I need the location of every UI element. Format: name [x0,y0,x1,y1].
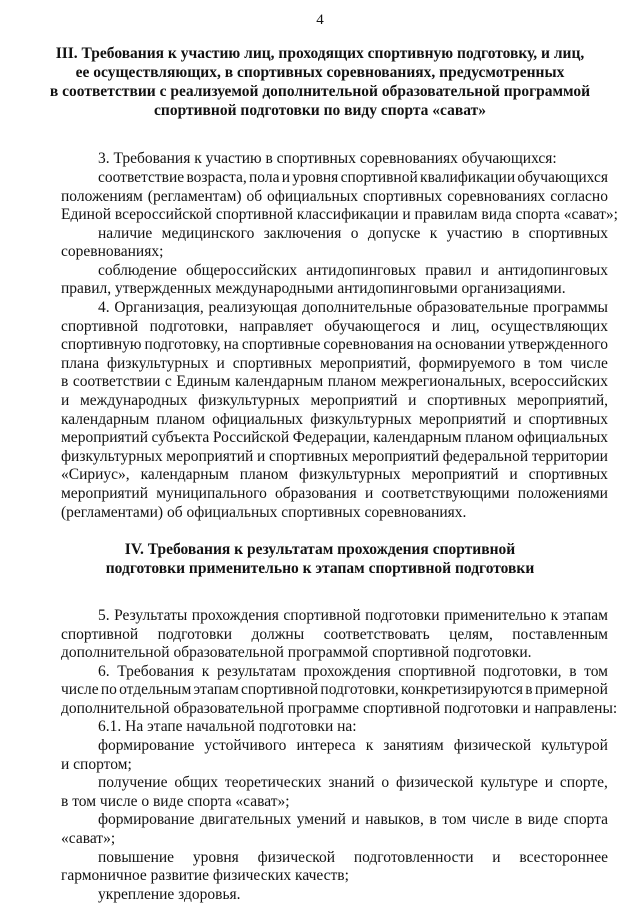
paragraph-line [98,169,608,187]
word: 4. [98,299,110,316]
word: на [416,336,432,353]
word: в [525,681,533,698]
word: виде [527,811,559,828]
word: и [216,355,225,372]
word: поставленным [512,626,608,643]
word: пола [249,169,280,186]
paragraph-line: и спортом; [61,756,132,773]
word: том [538,355,563,372]
word: официальных [212,411,304,428]
word: образовательные [416,299,529,316]
word: спортивной [283,607,361,624]
word: мероприятий [61,485,149,502]
word: спортивных [528,411,608,428]
word: календарным [140,466,229,483]
section-3-heading-line: ее осуществляющих, в спортивных соревнованиях, предусмотренных [75,64,565,81]
word: спортивные [241,336,321,353]
word: календарным [373,429,462,446]
word: общих [174,774,218,791]
word: спортивной [340,169,418,186]
paragraph-line [61,318,608,336]
paragraph-line [61,188,608,206]
paragraph-line [61,355,608,373]
word: Единым [176,373,231,390]
paragraph-line [61,336,608,354]
word: мероприятий [310,392,398,409]
word: применительно [444,607,547,624]
word: умений [296,811,346,828]
paragraph-line [98,663,608,681]
word: интереса [296,737,356,754]
word: навыков, [365,811,424,828]
word: спортивной [61,318,139,335]
word: правил [425,262,472,279]
word: соответствии [72,373,161,390]
paragraph-line [61,411,608,429]
word: планом [465,429,514,446]
section-4-heading-line: подготовки применительно к этапам спортивной подготовки [105,560,535,577]
word: формирование [98,737,195,754]
paragraph-line: правил, утвержденных международными антидопинговыми организациями. [61,280,566,297]
word: спорта [563,811,608,828]
word: Российской [212,429,290,446]
word: образования [275,485,357,502]
section-4-heading-line: IV. Требования к результатам прохождения спортивной [124,541,516,558]
word: (регламентам) [147,188,242,205]
word: спортивной [241,681,319,698]
paragraph-line [98,849,608,867]
word: к [201,663,210,680]
word: и [61,392,70,409]
word: физкультурных [310,411,412,428]
paragraph-line [98,607,608,625]
word: занятиям [383,737,444,754]
word: в [429,811,437,828]
word: том [584,663,608,680]
paragraph-line: (регламентами) об официальных спортивных соревнованиях. [61,504,467,521]
word: Федерации, [292,429,370,446]
word: и [431,318,440,335]
word: участию [446,225,503,242]
word: на [223,336,239,353]
word: реализующая [208,299,298,316]
word: и [257,448,266,465]
word: и [408,392,417,409]
word: осуществляющих [491,318,608,335]
word: и [509,466,518,483]
word: физической [395,774,474,791]
word: том [442,811,467,828]
word: отдельным [119,681,192,698]
word: соревнования [323,336,414,353]
paragraph-line [61,626,608,644]
word: и [281,169,291,186]
word: соответствовать [323,626,430,643]
word: физкультурных [107,355,209,372]
word: этапам [193,681,239,698]
word: конкретизируются [400,681,524,698]
paragraph-line [61,466,608,484]
word: спортивных [427,392,507,409]
word: в [511,225,520,242]
word: 6. [98,663,110,680]
word: подготовленности [353,849,474,866]
word: прохождения [303,663,391,680]
paragraph-line: дополнительной образовательной программой спортивной подготовки. [61,644,532,661]
word: и [513,411,522,428]
word: теоретических [224,774,322,791]
word: спортивных [232,355,313,372]
paragraph-line [98,811,608,829]
word: международных [79,392,188,409]
word: спортивных [362,188,443,205]
word: межрегиональных, [380,373,506,390]
section-3-heading-line: III. Требования к участию лиц, проходящих спортивную подготовку, и лиц, [55,45,585,62]
word: общероссийских [185,262,298,279]
paragraph-line [61,429,608,447]
word: примерной [534,681,608,698]
word: мероприятий [61,429,149,446]
paragraph-line: укрепление здоровья. [98,886,241,903]
word: соответствие [98,169,185,186]
word: подготовки [365,607,440,624]
paragraph-line [98,299,608,317]
word: Требования [117,663,195,680]
word: планом [327,373,377,390]
word: подготовки, [320,681,399,698]
word: числе [570,355,608,372]
word: дополнительные [302,299,412,316]
word: спортивную [61,336,142,353]
word: медицинского [161,225,255,242]
word: физической [257,849,336,866]
paragraph-line [61,485,608,503]
word: спортивных [268,448,349,465]
word: спортивной [398,663,476,680]
word: о [350,225,359,242]
word: согласно [550,188,608,205]
word: положениями [517,485,608,502]
word: антидопинговых [306,262,417,279]
word: официальных [517,429,608,446]
word: официальных [267,188,359,205]
word: мероприятий [411,466,499,483]
paragraph-line: в том числе о виде спорта «сават»; [61,793,290,810]
word: муниципального [156,485,267,502]
word: мероприятий, [517,392,608,409]
word: субъекта [151,429,210,446]
paragraph-line [61,681,608,699]
word: с [164,373,172,390]
word: получение [98,774,168,791]
word: в [523,355,531,372]
paragraph-line: дополнительной образовательной программе спортивной подготовки и направлены: [61,700,618,717]
word: подготовки [157,626,233,643]
word: обучающихся [517,169,608,186]
word: к [550,607,559,624]
word: в [61,373,69,390]
word: физической [453,737,532,754]
paragraph-line: Единой всероссийской спортивной классификации и правилам вида спорта «сават»; [61,206,618,223]
word: в [569,663,577,680]
word: программы [533,299,608,316]
word: подготовку, [144,336,221,353]
paragraph-line [61,373,608,391]
word: мероприятий [418,411,507,428]
word: календарным [61,411,150,428]
word: 5. [98,607,110,624]
word: обучающегося [324,318,421,335]
word: федеральной [442,448,529,465]
word: целям, [449,626,493,643]
word: этапам [562,607,608,624]
paragraph-line: «сават»; [61,830,116,847]
word: спортивных [528,466,608,483]
word: «Сириус», [61,466,130,483]
word: физкультурных [299,466,401,483]
word: и [492,849,501,866]
word: мероприятий [166,448,254,465]
paragraph-line: 6.1. На этапе начальной подготовки на: [98,718,357,735]
word: всестороннее [519,849,608,866]
word: плана [61,355,100,372]
word: возраста, [186,169,247,186]
word: и [480,262,489,279]
word: повышение [98,849,175,866]
word: и [544,774,554,791]
word: мероприятий [352,448,440,465]
word: должны [251,626,305,643]
paragraph-line [61,448,608,466]
word: мероприятий, [319,355,411,372]
word: к [365,737,374,754]
word: спортивной [61,626,139,643]
word: в [514,811,523,828]
word: календарным [234,373,324,390]
word: утвержденного [508,336,608,353]
paragraph-line [61,392,608,410]
word: формируемого [418,355,516,372]
word: территории [531,448,608,465]
word: числе [61,681,99,698]
paragraph-line [98,262,608,280]
word: направляет [239,318,313,335]
word: и [364,485,374,502]
word: об [246,188,263,205]
word: по [100,681,117,698]
word: знаний [328,774,375,791]
paragraph-line [98,737,608,755]
word: соревнованиях [447,188,546,205]
paragraph-line [98,774,608,792]
section-3-heading-line: спортивной подготовки по виду спорта «сават» [154,102,486,119]
word: подготовки, [483,663,562,680]
word: физкультурных [198,392,300,409]
word: основании [435,336,506,353]
word: планом [239,466,289,483]
page-number: 4 [316,12,324,28]
word: антидопинговых [498,262,608,279]
word: всероссийских [510,373,608,390]
word: культурой [541,737,608,754]
word: и [351,811,360,828]
word: формирование [98,811,195,828]
section-3-heading-line: в соответствии с реализуемой дополнительной образовательной программой [49,83,591,100]
word: лиц, [451,318,480,335]
paragraph-line: соревнованиях; [61,243,164,260]
word: квалификации [420,169,516,186]
word: культуре [480,774,538,791]
word: спорте, [559,774,608,791]
paragraph-line [98,225,608,243]
paragraph-line: гармоничное развитие физических качеств; [61,867,349,884]
word: допуске [367,225,421,242]
word: физкультурных [61,448,163,465]
word: результатам [216,663,296,680]
word: двигательных [199,811,292,828]
word: соблюдение [98,262,177,279]
word: устойчивого [204,737,287,754]
word: подготовки, [149,318,228,335]
word: соответствующими [381,485,510,502]
word: планом [156,411,205,428]
word: о [381,774,390,791]
word: прохождения [191,607,279,624]
word: наличие [98,225,153,242]
word: положениям [61,188,143,205]
word: спортивных [528,225,608,242]
word: Организация, [114,299,204,316]
word: числе [471,811,510,828]
word: заключения [263,225,342,242]
word: к [429,225,438,242]
word: Результаты [114,607,188,624]
word: уровня [192,849,239,866]
word: уровня [292,169,339,186]
paragraph-line: 3. Требования к участию в спортивных соревнованиях обучающихся: [98,150,557,167]
